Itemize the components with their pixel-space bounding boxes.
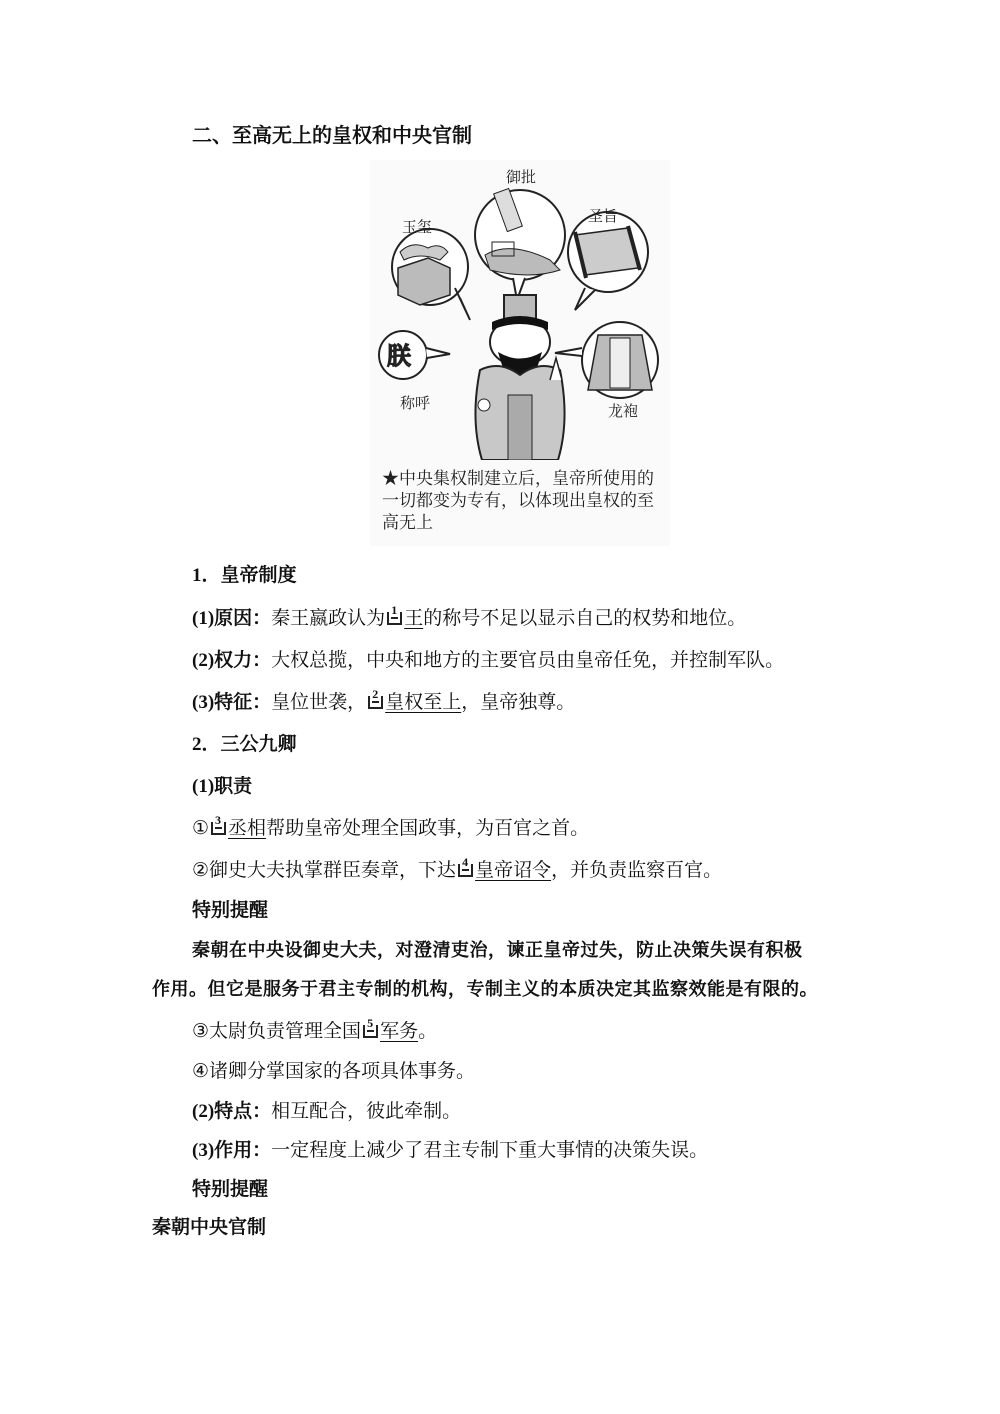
fill-blank-answer: 皇权至上 [385,691,462,713]
emperor-power: (2)权力：大权总揽，中央和地方的主要官员由皇帝任免，并控制军队。 [192,649,785,671]
emperor-feature: (3)特征：皇位世袭， 2 皇权至上，皇帝独尊。 [192,687,576,713]
blank-marker-icon: 2 [366,691,385,710]
emperor-reason: (1)原因：秦王嬴政认为 1 王的称号不足以显示自己的权势和地位。 [192,603,747,629]
sub-title-qin-central-officials: 秦朝中央官制 [152,1216,267,1238]
tip-title-1: 特别提醒 [192,899,269,921]
heading-three-nine: 2．三公九卿 [192,733,297,755]
blank-marker-icon: 5 [361,1020,380,1039]
tip-text-line-1: 秦朝在中央设御史大夫，对澄清吏治，谏正皇帝过失，防止决策失误有积极 [192,940,803,961]
caption-text: 中央集权制建立后，皇帝所使用的 一切都变为专有，以体现出皇权的至高无上 [382,469,654,533]
tip-text-line-2: 作用。但它是服务于君主专制的机构，专制主义的本质决定其监察效能是有限的。 [152,979,818,1000]
fill-blank-answer: 丞相 [228,817,267,839]
duty-chancellor: ① 3 丞相帮助皇帝处理全国政事，为百官之首。 [192,813,590,839]
blank-marker-icon: 1 [385,607,404,626]
heading-emperor-system: 1．皇帝制度 [192,564,297,586]
duty-ministers: ④诸卿分掌国家的各项具体事务。 [192,1060,476,1082]
star-icon: ★ [382,469,399,489]
svg-text:朕: 朕 [387,342,411,370]
label-chenghu: 称呼 [400,394,431,412]
feature-line: (2)特点：相互配合，彼此牵制。 [192,1100,462,1122]
blank-marker-icon: 3 [209,817,228,836]
label-shengzhi: 圣旨 [588,207,619,225]
blank-marker-icon: 4 [456,859,475,878]
label-longpao: 龙袍 [608,402,639,420]
illustration-caption [382,468,666,534]
section-title: 二、至高无上的皇权和中央官制 [192,123,472,147]
fill-blank-answer: 王 [404,607,424,629]
duty-censor: ②御史大夫执掌群臣奏章，下达 4 皇帝诏令，并负责监察百官。 [192,855,723,881]
tip-title-2: 特别提醒 [192,1178,269,1200]
duty-commandant: ③太尉负责管理全国 5 军务。 [192,1016,438,1042]
label-yupi: 御批 [506,168,537,186]
duties-heading: (1)职责 [192,775,253,797]
fill-blank-answer: 军务 [380,1020,419,1042]
effect-line: (3)作用：一定程度上减少了君主专制下重大事情的决策失误。 [192,1139,709,1161]
emperor-illustration [370,160,670,546]
label-yuxi: 玉玺 [402,218,433,236]
fill-blank-answer: 皇帝诏令 [475,859,552,881]
